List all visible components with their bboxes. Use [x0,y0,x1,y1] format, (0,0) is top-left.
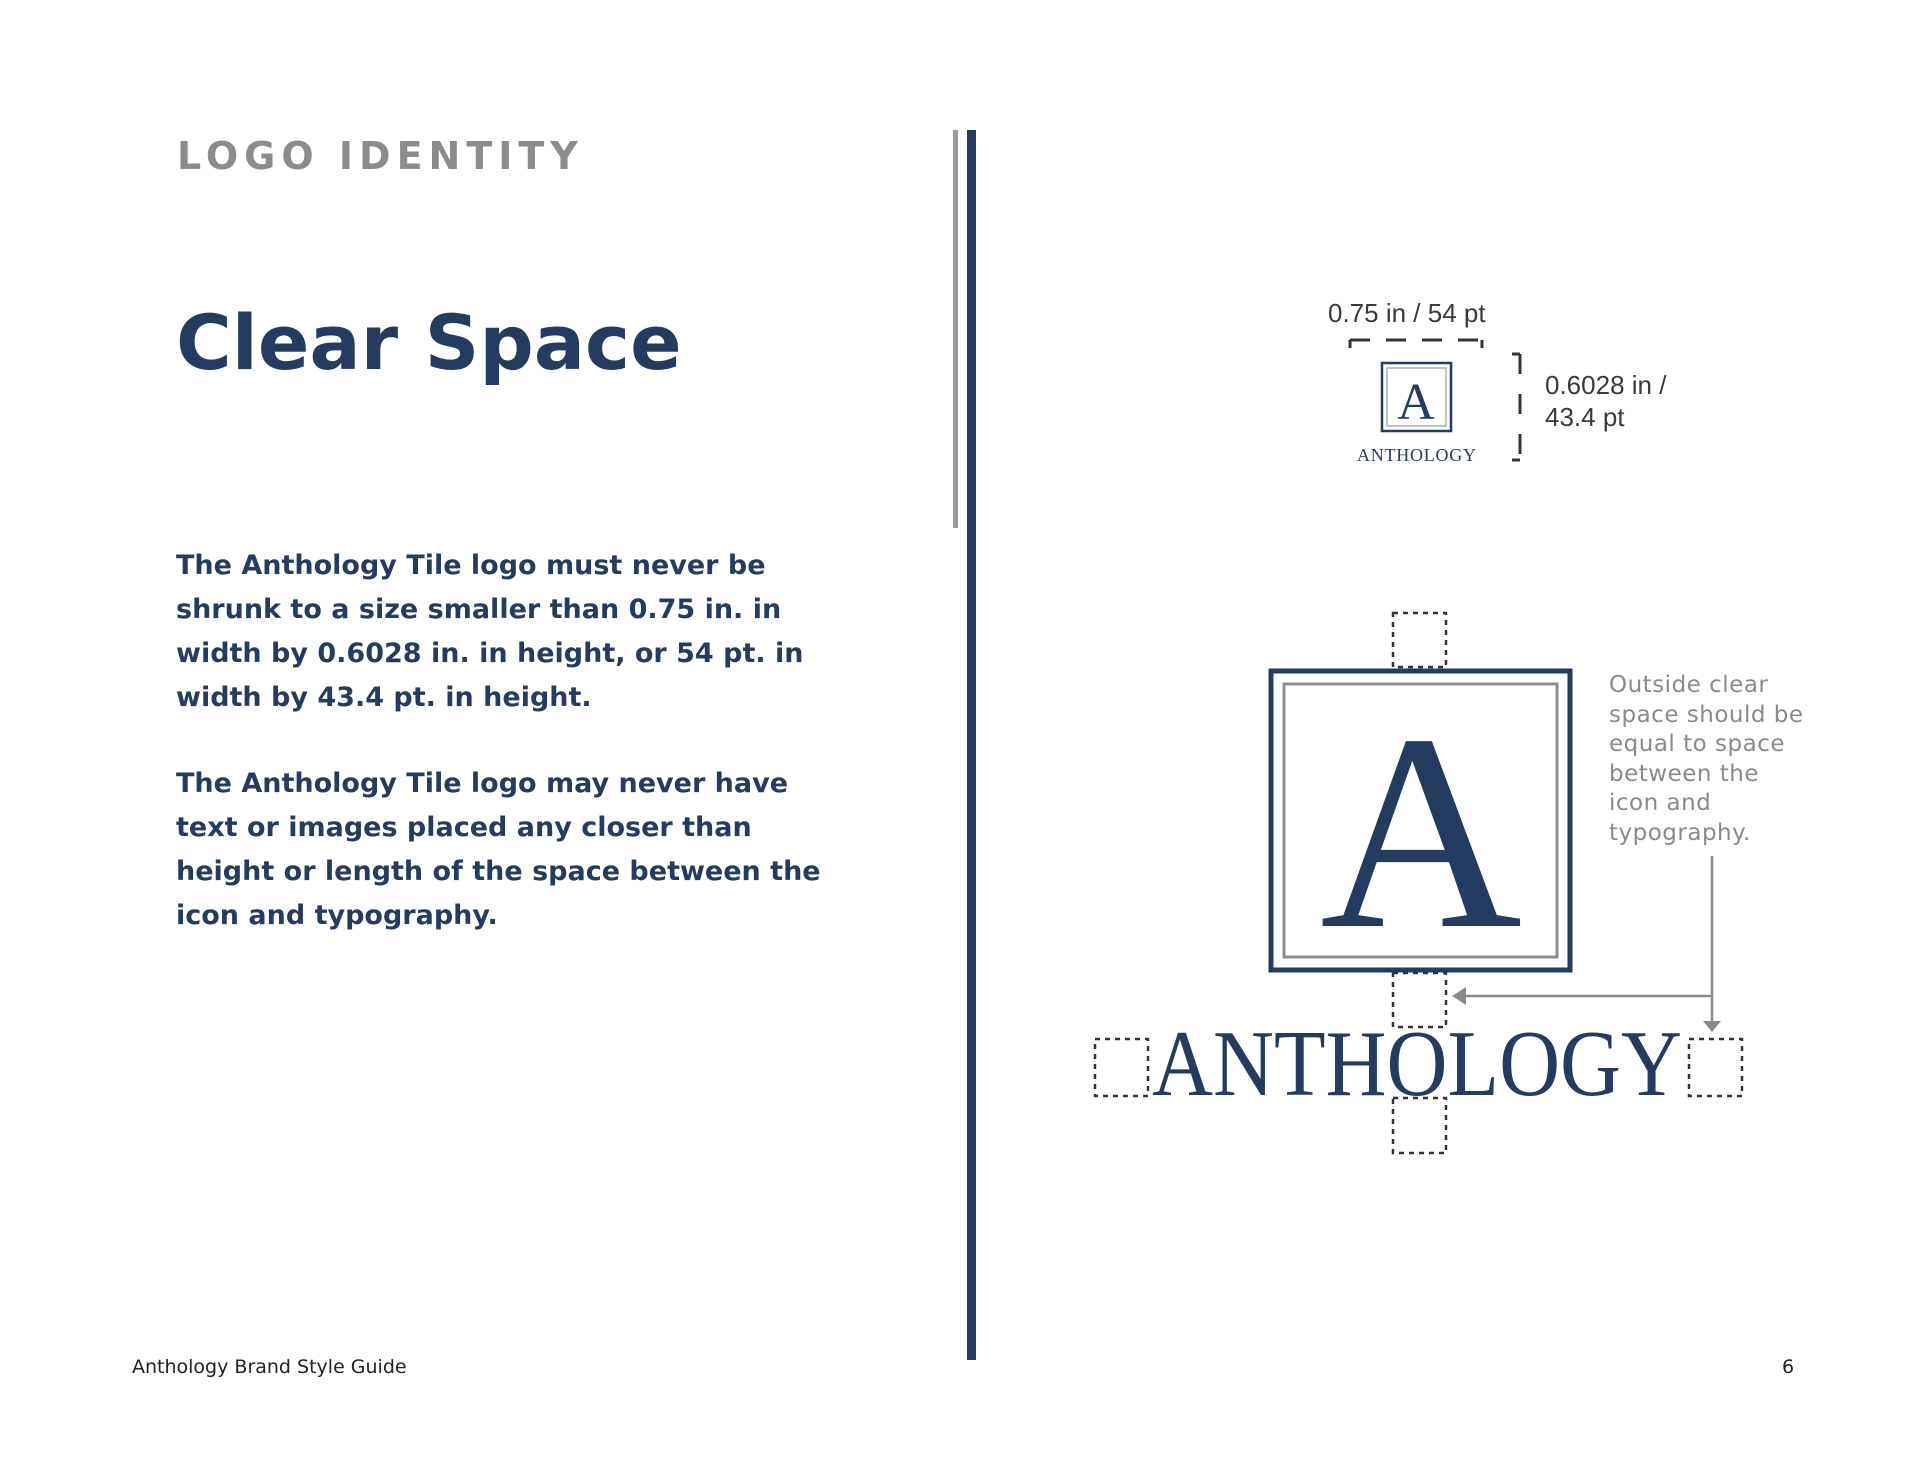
clear-space-box-left [1095,1039,1148,1096]
paragraph-min-size: The Anthology Tile logo must never be shrunk to a size smaller than 0.75 in. in width by 0.6028 in. in height, or 54 pt. in width by 43.4 pt. in height. [176,550,804,713]
clear-space-box-top [1393,613,1446,667]
small-logo-height-bracket [1512,354,1520,460]
section-label: LOGO IDENTITY [177,134,584,178]
footer-page-number: 6 [1782,1356,1795,1378]
large-logo-monogram: A [1319,676,1523,987]
clear-space-box-right [1689,1039,1742,1096]
clear-space-annotation: Outside clear space should be equal to space between the icon and typography. [1609,672,1804,846]
arrow-down-icon [1703,1021,1721,1032]
paragraph-clear-space: The Anthology Tile logo may never have text or images placed any closer than height or length of the space between the icon and typography. [176,768,821,931]
footer-guide-name: Anthology Brand Style Guide [132,1356,407,1378]
height-dimension-line1: 0.6028 in / [1545,370,1667,400]
small-logo-monogram: A [1397,374,1435,431]
height-dimension-line2: 43.4 pt [1545,402,1625,432]
small-logo-wordmark: ANTHOLOGY [1357,445,1477,465]
arrow-left-icon [1452,987,1466,1005]
small-logo [1357,363,1477,465]
small-logo-width-bracket [1350,340,1482,348]
large-logo [1152,671,1682,1116]
width-dimension-label: 0.75 in / 54 pt [1328,298,1486,328]
page-title: Clear Space [176,298,682,387]
large-logo-wordmark: ANTHOLOGY [1152,1012,1682,1116]
